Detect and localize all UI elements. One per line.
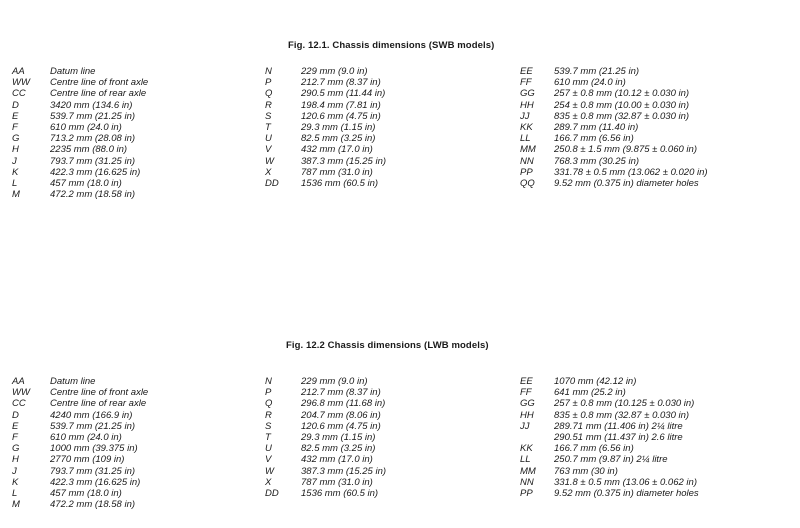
dimension-value: 254 ± 0.8 mm (10.00 ± 0.030 in) [554, 99, 690, 111]
dimension-key: N [265, 376, 272, 387]
dimension-key: S [265, 110, 272, 122]
dimension-key: FF [520, 387, 532, 399]
dimension-row [520, 477, 699, 488]
dimension-value: 432 mm (17.0 in) [301, 144, 373, 156]
dimension-value: 198.4 mm (7.81 in) [301, 99, 381, 111]
dimension-value: 787 mm (31.0 in) [301, 476, 373, 488]
dimension-key: U [265, 133, 272, 145]
dimension-row [520, 387, 699, 398]
fig-12-2-column-2 [265, 376, 386, 499]
dimension-value: 1536 mm (60.5 in) [301, 177, 379, 189]
dimension-key: R [265, 409, 272, 421]
dimension-row [12, 88, 148, 99]
dimension-row [520, 398, 699, 409]
dimension-key: PP [520, 166, 533, 178]
dimension-key: T [265, 121, 271, 133]
dimension-value: 641 mm (25.2 in) [554, 387, 626, 399]
dimension-row [265, 144, 386, 155]
dimension-row [520, 443, 699, 454]
fig-12-1-column-3 [520, 66, 708, 189]
dimension-row [12, 156, 148, 167]
dimension-value: Datum line [50, 66, 96, 77]
fig-12-1-column-2 [265, 66, 386, 189]
dimension-row [12, 178, 148, 189]
dimension-row [265, 421, 386, 432]
dimension-key: S [265, 420, 272, 432]
dimension-row [12, 466, 148, 477]
dimension-row [520, 66, 708, 77]
dimension-key: G [12, 443, 20, 455]
dimension-value: 539.7 mm (21.25 in) [50, 420, 136, 432]
dimension-value: 120.6 mm (4.75 in) [301, 420, 381, 432]
dimension-value: 422.3 mm (16.625 in) [50, 166, 141, 178]
dimension-row [12, 189, 148, 200]
dimension-row [12, 398, 148, 409]
dimension-value: 713.2 mm (28.08 in) [50, 133, 136, 145]
dimension-key: KK [520, 443, 533, 455]
dimension-key: M [12, 189, 20, 201]
dimension-row [520, 488, 699, 499]
dimension-value: 229 mm (9.0 in) [301, 376, 368, 387]
dimension-value: 2770 mm (109 in) [50, 454, 125, 466]
dimension-value: Centre line of rear axle [50, 88, 147, 100]
dimension-row [520, 410, 699, 421]
dimension-value: 1536 mm (60.5 in) [301, 487, 379, 499]
dimension-row [265, 156, 386, 167]
dimension-row [520, 421, 699, 432]
dimension-key: X [265, 166, 272, 178]
dimension-key: H [12, 144, 19, 156]
dimension-row [265, 387, 386, 398]
dimension-value: 472.2 mm (18.58 in) [50, 499, 136, 511]
dimension-row [265, 77, 386, 88]
dimension-value: 250.8 ± 1.5 mm (9.875 ± 0.060 in) [554, 144, 697, 156]
dimension-key: CC [12, 88, 26, 100]
dimension-key: GG [520, 88, 535, 100]
dimension-row [12, 499, 148, 510]
dimension-key: KK [520, 121, 533, 133]
fig-12-2-column-3 [520, 376, 699, 499]
dimension-key: JJ [520, 110, 530, 122]
dimension-row [12, 488, 148, 499]
dimension-row [520, 466, 699, 477]
dimension-value: 4240 mm (166.9 in) [50, 409, 133, 421]
dimension-row [12, 432, 148, 443]
dimension-key: WW [12, 387, 30, 399]
dimension-key: U [265, 443, 272, 455]
dimension-key: HH [520, 99, 534, 111]
dimension-row [520, 178, 708, 189]
dimension-value: 793.7 mm (31.25 in) [50, 155, 136, 167]
dimension-key: H [12, 454, 19, 466]
dimension-key: NN [520, 155, 534, 167]
dimension-key: N [265, 66, 272, 77]
dimension-key: R [265, 99, 272, 111]
dimension-key: QQ [520, 177, 535, 189]
dimension-row [12, 133, 148, 144]
dimension-row [12, 454, 148, 465]
dimension-key: K [12, 476, 19, 488]
dimension-key: WW [12, 77, 30, 89]
dimension-value: 1070 mm (42.12 in) [554, 376, 637, 387]
dimension-key: AA [12, 376, 25, 387]
dimension-value: Centre line of front axle [50, 77, 149, 89]
dimension-row [265, 133, 386, 144]
dimension-key: DD [265, 177, 279, 189]
dimension-key: L [12, 177, 18, 189]
dimension-key: JJ [520, 420, 530, 432]
dimension-row [12, 100, 148, 111]
dimension-row [520, 376, 699, 387]
dimension-value: 432 mm (17.0 in) [301, 454, 373, 466]
dimension-key: G [12, 133, 20, 145]
dimension-row [265, 477, 386, 488]
dimension-row [520, 156, 708, 167]
dimension-key: V [265, 454, 272, 466]
dimension-row [265, 111, 386, 122]
dimension-value: 457 mm (18.0 in) [50, 487, 122, 499]
dimension-row [265, 466, 386, 477]
dimension-row [265, 167, 386, 178]
dimension-value: 166.7 mm (6.56 in) [554, 133, 634, 145]
dimension-key: W [265, 155, 274, 167]
dimension-key: F [12, 431, 18, 443]
dimension-value: 257 ± 0.8 mm (10.12 ± 0.030 in) [554, 88, 690, 100]
dimension-value: Datum line [50, 376, 96, 387]
dimension-row [12, 387, 148, 398]
dimension-key: K [12, 166, 19, 178]
dimension-key: P [265, 387, 272, 399]
dimension-value: Centre line of front axle [50, 387, 149, 399]
dimension-value: 1000 mm (39.375 in) [50, 443, 138, 455]
dimension-row [520, 100, 708, 111]
dimension-row [520, 77, 708, 88]
dimension-row [265, 443, 386, 454]
dimension-key: GG [520, 398, 535, 410]
dimension-value: 539.7 mm (21.25 in) [554, 66, 640, 77]
dimension-value: 387.3 mm (15.25 in) [301, 465, 387, 477]
dimension-value: 9.52 mm (0.375 in) diameter holes [554, 487, 699, 499]
dimension-row [12, 111, 148, 122]
dimension-key: D [12, 409, 19, 421]
dimension-value: 229 mm (9.0 in) [301, 66, 368, 77]
dimension-key: FF [520, 77, 532, 89]
dimension-value: 768.3 mm (30.25 in) [554, 155, 640, 167]
dimension-row [12, 77, 148, 88]
dimension-value: 610 mm (24.0 in) [554, 77, 626, 89]
dimension-value: 472.2 mm (18.58 in) [50, 189, 136, 201]
dimension-key: EE [520, 376, 533, 387]
dimension-key: NN [520, 476, 534, 488]
dimension-row [265, 66, 386, 77]
dimension-key: T [265, 431, 271, 443]
dimension-key: E [12, 420, 19, 432]
dimension-value: 29.3 mm (1.15 in) [301, 431, 376, 443]
fig-12-1-title: Fig. 12.1. Chassis dimensions (SWB models) [288, 40, 495, 51]
dimension-key: CC [12, 398, 26, 410]
dimension-key: M [12, 499, 20, 511]
dimension-key: J [12, 465, 17, 477]
dimension-key: J [12, 155, 17, 167]
dimension-row [265, 178, 386, 189]
dimension-row [520, 88, 708, 99]
dimension-row [12, 66, 148, 77]
dimension-value: 9.52 mm (0.375 in) diameter holes [554, 177, 699, 189]
dimension-row [265, 410, 386, 421]
dimension-row [265, 398, 386, 409]
dimension-key: Q [265, 398, 273, 410]
dimension-value: 289.7 mm (11.40 in) [554, 121, 639, 133]
dimension-key: AA [12, 66, 25, 77]
dimension-value: 610 mm (24.0 in) [50, 431, 122, 443]
dimension-value: 212.7 mm (8.37 in) [301, 77, 381, 89]
dimension-value: 2235 mm (88.0 in) [50, 144, 128, 156]
dimension-row [265, 376, 386, 387]
dimension-value: 82.5 mm (3.25 in) [301, 133, 376, 145]
dimension-value: 835 ± 0.8 mm (32.87 ± 0.030 in) [554, 409, 690, 421]
dimension-key: PP [520, 487, 533, 499]
dimension-key: P [265, 77, 272, 89]
dimension-value: 3420 mm (134.6 in) [50, 99, 133, 111]
dimension-row [520, 111, 708, 122]
dimension-key: X [265, 476, 272, 488]
dimension-value: 250.7 mm (9.87 in) 2¼ litre [554, 454, 668, 466]
dimension-key: MM [520, 465, 536, 477]
fig-12-2-title: Fig. 12.2 Chassis dimensions (LWB models) [286, 340, 489, 351]
dimension-value: Centre line of rear axle [50, 398, 147, 410]
dimension-key: LL [520, 454, 531, 466]
dimension-value: 120.6 mm (4.75 in) [301, 110, 381, 122]
dimension-value: 835 ± 0.8 mm (32.87 ± 0.030 in) [554, 110, 690, 122]
dimension-row [12, 410, 148, 421]
dimension-value: 387.3 mm (15.25 in) [301, 155, 387, 167]
dimension-value: 763 mm (30 in) [554, 465, 618, 477]
dimension-row [12, 421, 148, 432]
dimension-value: 787 mm (31.0 in) [301, 166, 373, 178]
dimension-row [520, 144, 708, 155]
dimension-row [265, 122, 386, 133]
dimension-key: Q [265, 88, 273, 100]
fig-12-2-column-1 [12, 376, 148, 510]
dimension-key: V [265, 144, 272, 156]
dimension-value: 29.3 mm (1.15 in) [301, 121, 376, 133]
dimension-row [520, 167, 708, 178]
dimension-row [520, 122, 708, 133]
dimension-value: 166.7 mm (6.56 in) [554, 443, 634, 455]
dimension-key: EE [520, 66, 533, 77]
dimension-value: 290.51 mm (11.437 in) 2.6 litre [554, 431, 683, 443]
dimension-value: 290.5 mm (11.44 in) [301, 88, 386, 100]
dimension-row [520, 454, 699, 465]
dimension-value: 257 ± 0.8 mm (10.125 ± 0.030 in) [554, 398, 695, 410]
dimension-value: 422.3 mm (16.625 in) [50, 476, 141, 488]
fig-12-1-column-1 [12, 66, 148, 200]
dimension-key: W [265, 465, 274, 477]
dimension-row [12, 443, 148, 454]
dimension-key: L [12, 487, 18, 499]
dimension-value: 204.7 mm (8.06 in) [301, 409, 381, 421]
dimension-row [12, 167, 148, 178]
dimension-key: MM [520, 144, 536, 156]
dimension-value: 296.8 mm (11.68 in) [301, 398, 386, 410]
dimension-row [12, 376, 148, 387]
dimension-row [520, 432, 699, 443]
dimension-row [12, 477, 148, 488]
dimension-key: DD [265, 487, 279, 499]
dimension-row [520, 133, 708, 144]
dimension-value: 331.78 ± 0.5 mm (13.062 ± 0.020 in) [554, 166, 708, 178]
dimension-value: 610 mm (24.0 in) [50, 121, 122, 133]
dimension-value: 539.7 mm (21.25 in) [50, 110, 136, 122]
dimension-row [12, 144, 148, 155]
dimension-value: 289.71 mm (11.406 in) 2¼ litre [554, 420, 683, 432]
dimension-value: 457 mm (18.0 in) [50, 177, 122, 189]
dimension-row [265, 88, 386, 99]
dimension-key: F [12, 121, 18, 133]
dimension-value: 212.7 mm (8.37 in) [301, 387, 381, 399]
dimension-key: D [12, 99, 19, 111]
dimension-row [12, 122, 148, 133]
dimension-row [265, 454, 386, 465]
dimension-value: 793.7 mm (31.25 in) [50, 465, 136, 477]
dimension-row [265, 488, 386, 499]
dimension-key: LL [520, 133, 531, 145]
dimension-value: 331.8 ± 0.5 mm (13.06 ± 0.062 in) [554, 476, 697, 488]
dimension-row [265, 432, 386, 443]
dimension-key: HH [520, 409, 534, 421]
dimension-row [265, 100, 386, 111]
dimension-key: E [12, 110, 19, 122]
dimension-value: 82.5 mm (3.25 in) [301, 443, 376, 455]
